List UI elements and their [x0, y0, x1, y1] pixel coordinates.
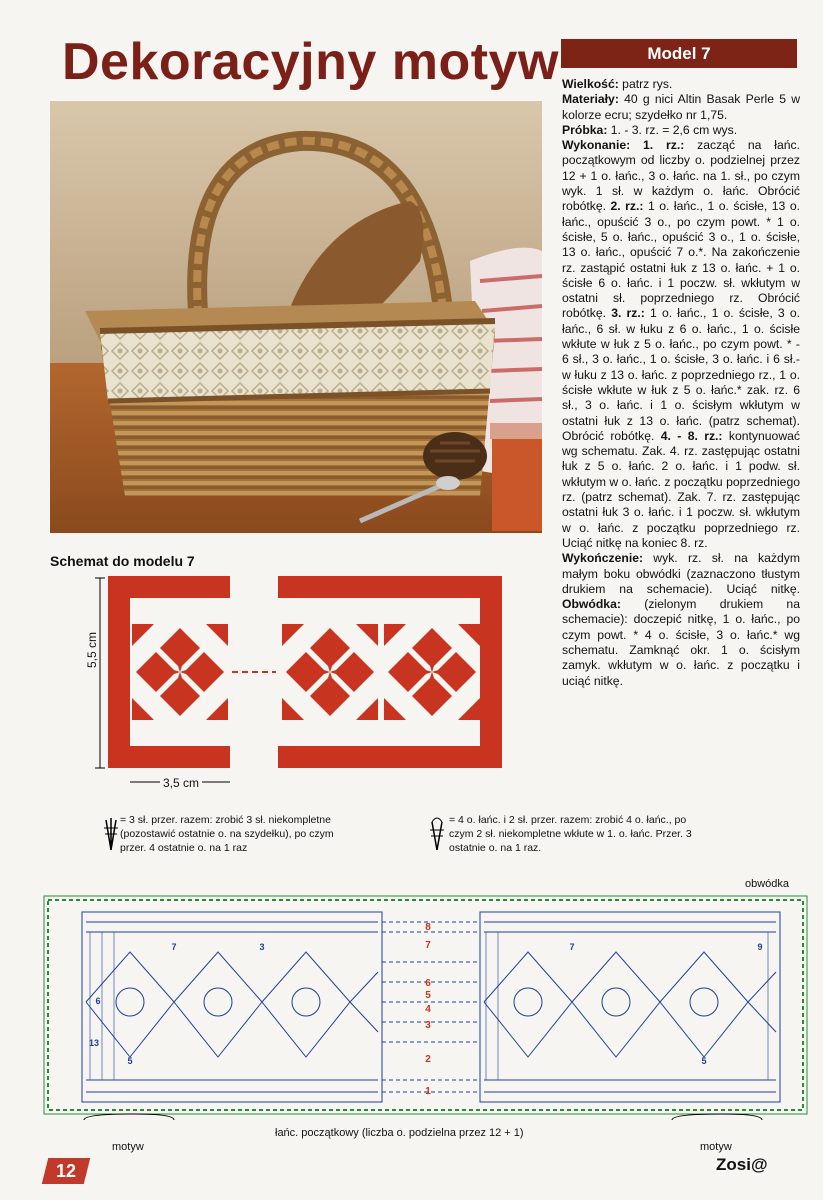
legend2-symbol-icon — [428, 816, 446, 852]
label-r3: 3. rz.: — [611, 306, 645, 321]
num-7-a: 7 — [171, 942, 177, 952]
row-number-4: 4 — [425, 1004, 431, 1015]
label-lanc: łańc. początkowy (liczba o. podzielna przez 12 + 1) — [275, 1127, 524, 1139]
label-wielkosc: Wielkość: — [562, 77, 619, 91]
label-wykonanie: Wykonanie: 1. rz.: — [562, 138, 685, 153]
row-number-7: 7 — [425, 940, 431, 951]
num-3-a: 3 — [259, 942, 265, 952]
crochet-chart — [40, 892, 815, 1122]
label-motyw-left: motyw — [112, 1141, 144, 1153]
num-7-b: 7 — [569, 942, 575, 952]
legend1-symbol-icon — [103, 816, 119, 852]
schemat-title: Schemat do modelu 7 — [50, 553, 195, 569]
text-wykonanie: zacząć na łańc. początkowym od liczby o. podzielnej przez 12 + 1 o. łańc., 3 o. łańc. na 1. sł., po czym wyk. 1 sł. w każdym o. łańc. Obrócić robótkę. — [562, 138, 800, 214]
row-number-5: 5 — [425, 990, 431, 1001]
text-r48: kontynuować wg schematu. Zak. 4. rz. zastępując ostatni łuk z 5 o. łańc. 2 o. łańc. i 1 podw. sł. wkłutym w o. łańc. z początku poprzedniego rz. (patrz schemat). Zak. 7. rz. zastępując ostatni łuk 3 o. łańc. i 1 poczw. sł. wkłutym w o. łańc. z początku poprzedniego rz. Uciąć nitkę na koniec 8. rz. — [562, 428, 800, 550]
row-number-6: 6 — [425, 978, 431, 989]
motif-diagram — [90, 570, 510, 790]
text-wielkosc: patrz rys. — [618, 77, 673, 91]
label-wykonczenie: Wykończenie: — [562, 551, 644, 566]
num-5-b: 5 — [701, 1056, 707, 1066]
page-title: Dekoracyjny motyw — [62, 33, 559, 91]
row-number-3: 3 — [425, 1020, 431, 1031]
model-header: Model 7 — [561, 39, 797, 68]
label-probka: Próbka: — [562, 122, 608, 137]
num-13-a: 13 — [88, 1038, 100, 1048]
num-6-a: 6 — [95, 996, 101, 1006]
basket-photo — [50, 101, 542, 533]
instructions-text — [562, 77, 800, 689]
row-number-2: 2 — [425, 1054, 431, 1065]
legend-2: = 4 o. łańc. i 2 sł. przer. razem: zrobić 4 o. łańc., po czym 2 sł. niekompletne wkłute w 1. o. łańc. Przer. 3 ostatnie o. na 1 raz. — [449, 814, 692, 854]
label-r2: 2. rz.: — [610, 199, 644, 214]
row-number-8: 8 — [425, 922, 431, 933]
page-number-text: 12 — [55, 1161, 77, 1181]
num-9-a: 9 — [757, 942, 763, 952]
dim-height: 5,5 cm — [85, 631, 99, 668]
text-r3: 1 o. łańc., 1 o. ścisłe, 3 o. łańc., 6 sł. w łuku z 6 o. łańc., 1 o. ścisłe wkłute w łuk z 5 o. łańc., po czym powt. * - 6 sł., 3 o. łańc., 1 o. ścisłe, 3 o. łańc. i 6 sł.- w łuku z 13 o. łańc. z poprzedniego rz., 1 o. ścisłe wkłute w łuk z 5 o. łańc.* zak. rz. 6 sł., 3 o. łańc. i 1 o. ścisłym wkłutym w ostatni łuk z 13 o. łańc. (patrz schemat). Obrócić robótkę. — [562, 306, 800, 443]
text-probka: 1. - 3. rz. = 2,6 cm wys. — [607, 122, 738, 137]
text-r2: 1 o. łańc., 1 o. ścisłe, 13 o. łańc., opuścić 3 o., po czym powt. * 1 o. ścisłe, 5 o. łańc., opuścić 3 o., 1 o. ścisłe, 13 o. łańc., opuścić 7 o.*. Na zakończenie rz. zastąpić ostatni łuk z 13 o. łańc. + 1 o. ścisłe 6 o. łańc. i 1 poczw. sł. wkłutym w ostatni sł. poprzedniego rz. Obrócić robótkę. — [562, 199, 800, 321]
num-5-a: 5 — [127, 1056, 133, 1066]
text-wykonczenie: wyk. rz. sł. na każdym małym boku obwódki (zaznaczono tłustym drukiem na schemacie). Uciąć nitkę. — [562, 551, 800, 596]
label-materialy: Materiały: — [562, 92, 619, 107]
text-materialy: 40 g nici Altin Basak Perle 5 w kolorze ecru; szydełko nr 1,75. — [562, 92, 800, 122]
legend-1: = 3 sł. przer. razem: zrobić 3 sł. niekompletne (pozostawić ostatnie o. na szydełku), po czym przer. 4 ostatnie o. na 1 raz — [120, 814, 334, 854]
page-number — [42, 1158, 90, 1184]
text-obwodka: (zielonym drukiem na schemacie): doczepić nitkę, 1 o. łańc., po czym powt. * 4 o. ścisłe, 3 o. łańc.* wg schematu. Zamknąć okr. 1 o. ścisłym zamyk. wkłutym w o. łańc. z początku i uciąć nitkę. — [562, 597, 800, 688]
row-number-1: 1 — [425, 1086, 431, 1097]
label-r48: 4. - 8. rz.: — [660, 428, 723, 443]
label-obwodka: Obwódka: — [562, 597, 621, 612]
signature: Zosi@ — [716, 1155, 768, 1174]
label-motyw-right: motyw — [700, 1141, 732, 1153]
dim-width: 3,5 cm — [160, 776, 202, 790]
label-obwodka: obwódka — [745, 878, 790, 890]
